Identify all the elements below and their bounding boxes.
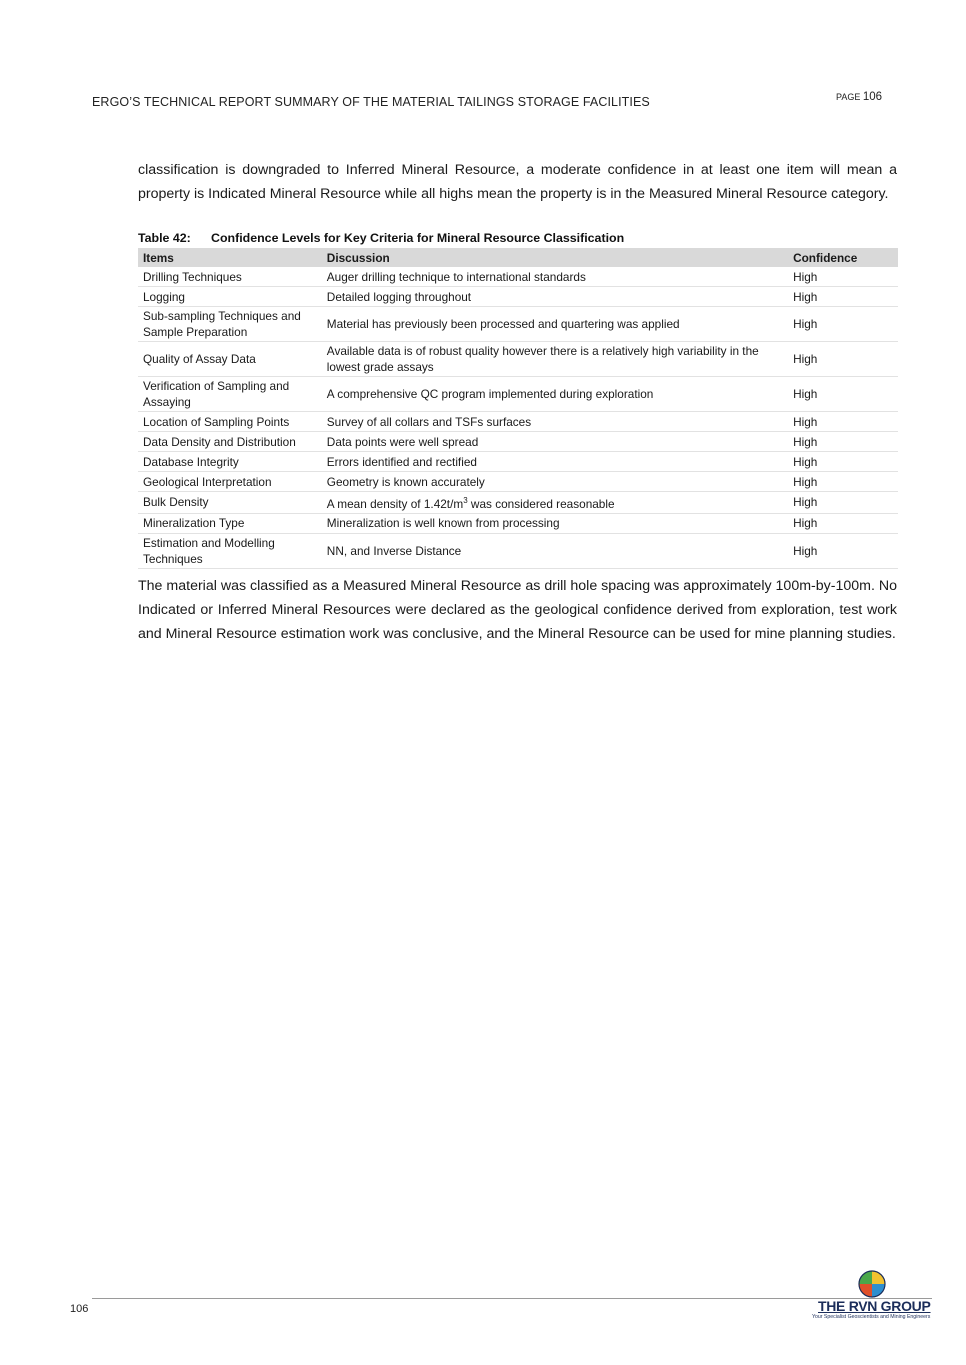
header-items: Items bbox=[138, 248, 322, 267]
cell-confidence: High bbox=[788, 513, 898, 533]
table-row bbox=[138, 432, 898, 452]
table-row bbox=[138, 307, 898, 342]
cell-confidence: High bbox=[788, 432, 898, 452]
table-row bbox=[138, 377, 898, 412]
cell-item: Mineralization Type bbox=[138, 513, 322, 533]
header-page-label bbox=[836, 91, 882, 103]
logo-name: THE RVN GROUP bbox=[818, 1298, 931, 1314]
cell-confidence: High bbox=[788, 342, 898, 377]
cell-discussion: Survey of all collars and TSFs surfaces bbox=[322, 412, 788, 432]
report-header-title: ERGO’S TECHNICAL REPORT SUMMARY OF THE MATERIAL TAILINGS STORAGE FACILITIES bbox=[92, 95, 650, 109]
cell-item: Bulk Density bbox=[138, 492, 322, 514]
confidence-table bbox=[138, 248, 898, 569]
cell-item: Verification of Sampling and Assaying bbox=[138, 377, 322, 412]
density-text-post: was considered reasonable bbox=[467, 496, 615, 511]
cell-discussion: Available data is of robust quality however there is a relatively high variability in the lowest grade assays bbox=[322, 342, 788, 377]
cell-discussion: A comprehensive QC program implemented during exploration bbox=[322, 377, 788, 412]
cell-item: Sub-sampling Techniques and Sample Preparation bbox=[138, 307, 322, 342]
table-row bbox=[138, 267, 898, 287]
cell-confidence: High bbox=[788, 267, 898, 287]
cell-discussion: Material has previously been processed and quartering was applied bbox=[322, 307, 788, 342]
cell-item: Database Integrity bbox=[138, 452, 322, 472]
closing-paragraph: The material was classified as a Measured Mineral Resource as drill hole spacing was approximately 100m-by-100m. No Indicated or Inferred Mineral Resources were declared as the geological confidence derived from exploration, test work and Mineral Resource estimation work was conclusive, and the Mineral Resource can be used for mine planning studies. bbox=[138, 578, 897, 642]
header-page-number: 106 bbox=[862, 91, 883, 103]
cell-confidence: High bbox=[788, 472, 898, 492]
footer-page-number: 106 bbox=[70, 1303, 89, 1315]
cell-discussion: Detailed logging throughout bbox=[322, 287, 788, 307]
cell-discussion bbox=[322, 492, 788, 514]
cell-confidence: High bbox=[788, 412, 898, 432]
header-discussion: Discussion bbox=[322, 248, 788, 267]
table-row bbox=[138, 533, 898, 568]
cell-confidence: High bbox=[788, 452, 898, 472]
cell-confidence: High bbox=[788, 377, 898, 412]
cell-confidence: High bbox=[788, 307, 898, 342]
cell-confidence: High bbox=[788, 287, 898, 307]
table-row bbox=[138, 472, 898, 492]
table-header-row bbox=[138, 248, 898, 267]
table-row bbox=[138, 513, 898, 533]
table-row bbox=[138, 492, 898, 514]
cell-item: Location of Sampling Points bbox=[138, 412, 322, 432]
cell-item: Logging bbox=[138, 287, 322, 307]
cell-item: Quality of Assay Data bbox=[138, 342, 322, 377]
table-row bbox=[138, 287, 898, 307]
logo-tagline: Your Specialist Geoscientists and Mining Engineers bbox=[812, 1314, 931, 1320]
header-confidence: Confidence bbox=[788, 248, 898, 267]
cell-item: Data Density and Distribution bbox=[138, 432, 322, 452]
page-prefix: PAGE bbox=[836, 92, 861, 102]
cell-discussion: Data points were well spread bbox=[322, 432, 788, 452]
density-unit-superscript: 3 bbox=[463, 496, 468, 505]
cell-discussion: NN, and Inverse Distance bbox=[322, 533, 788, 568]
cell-discussion: Auger drilling technique to international standards bbox=[322, 267, 788, 287]
table-caption bbox=[138, 231, 624, 245]
cell-item: Estimation and Modelling Techniques bbox=[138, 533, 322, 568]
cell-item: Geological Interpretation bbox=[138, 472, 322, 492]
table-caption-number: Table 42: bbox=[138, 231, 191, 245]
table-caption-title: Confidence Levels for Key Criteria for Mineral Resource Classification bbox=[211, 231, 625, 245]
cell-discussion: Mineralization is well known from processing bbox=[322, 513, 788, 533]
density-text-pre: A mean density of 1.42t/m bbox=[326, 496, 464, 511]
cell-discussion: Geometry is known accurately bbox=[322, 472, 788, 492]
cell-confidence: High bbox=[788, 533, 898, 568]
cell-confidence: High bbox=[788, 492, 898, 514]
cell-discussion: Errors identified and rectified bbox=[322, 452, 788, 472]
table-row bbox=[138, 452, 898, 472]
table-row bbox=[138, 412, 898, 432]
intro-paragraph: classification is downgraded to Inferred Mineral Resource, a moderate confidence in at least one item will mean a property is Indicated Mineral Resource while all highs mean the property is in the Measured Mineral Resource category. bbox=[138, 162, 897, 202]
cell-item: Drilling Techniques bbox=[138, 267, 322, 287]
footer-divider bbox=[92, 1298, 932, 1299]
table-row bbox=[138, 342, 898, 377]
